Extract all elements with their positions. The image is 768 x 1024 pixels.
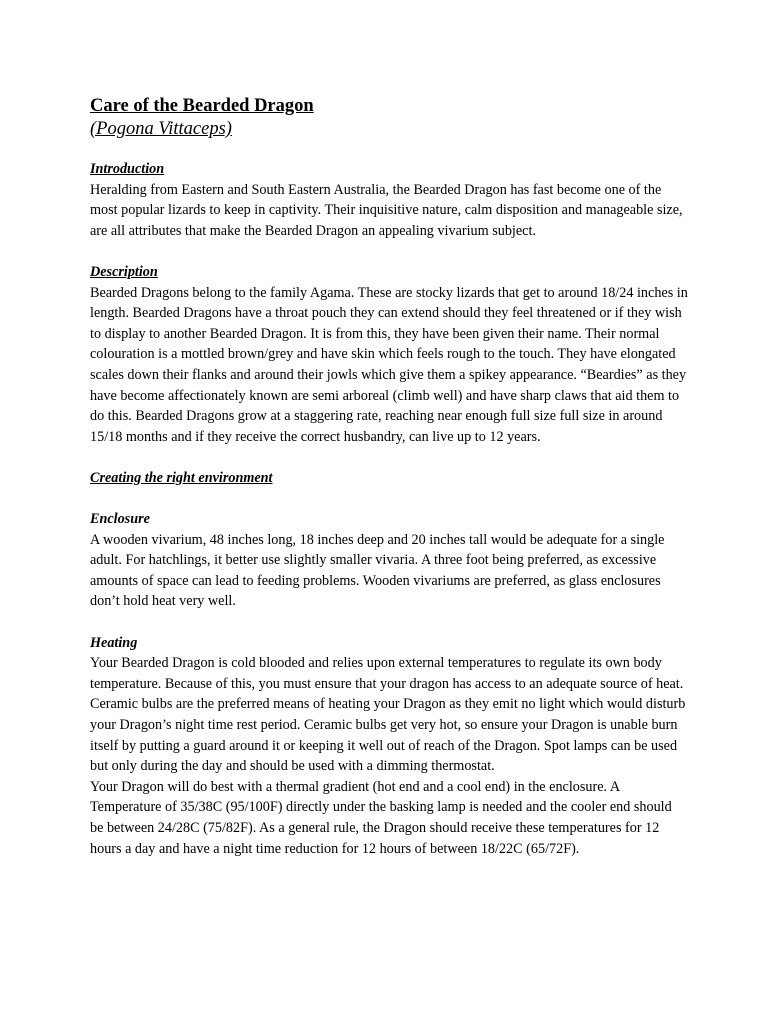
- spacer: [90, 447, 688, 468]
- spacer: [90, 612, 688, 633]
- document-title: Care of the Bearded Dragon: [90, 96, 314, 116]
- introduction-heading: Introduction: [90, 161, 165, 177]
- introduction-paragraph: Heralding from Eastern and South Eastern Australia, the Bearded Dragon has fast become one of the most popular lizards to keep in captivity. Their inquisitive nature, calm disposition and manageable size, are all attributes that make the Bearded Dragon an appealing vivarium subject.: [90, 181, 683, 239]
- enclosure-paragraph: A wooden vivarium, 48 inches long, 18 inches deep and 20 inches tall would be adequate for a single adult. For hatchlings, it better use slightly smaller vivaria. A three foot being preferred, as excessive amounts of space can lead to feeding problems. Wooden vivariums are preferred, as glass enclosures don’t hold heat very well.: [90, 531, 665, 610]
- heating-paragraph-2: Your Dragon will do best with a thermal gradient (hot end and a cool end) in the enclosure. A Temperature of 35/38C (95/100F) directly under the basking lamp is needed and the cooler end should be between 24/28C (75/82F). As a general rule, the Dragon should receive these temperatures for 12 hours a day and have a night time reduction for 12 hours of between 18/22C (65/72F).: [90, 778, 672, 857]
- spacer: [90, 489, 688, 510]
- document-subtitle: (Pogona Vittaceps): [90, 119, 232, 139]
- spacer: [90, 241, 688, 262]
- description-heading: Description: [90, 263, 158, 280]
- description-paragraph: Bearded Dragons belong to the family Agama. These are stocky lizards that get to around 18/24 inches in length. Bearded Dragons have a throat pouch they can extend should they feel threatened or if they wish to display to another Bearded Dragon. It is from this, they have been given their name. Their normal colouration is a mottled brown/grey and have skin which feels rough to the touch. They have elongated scales down their flanks and around their jowls which give them a spikey appearance. “Beardies” as they have become affectionately known are semi arboreal (climb well) and have sharp claws that aid them to do this. Bearded Dragons grow at a staggering rate, reaching near enough full size full size in around 15/18 months and if they receive the correct husbandry, can live up to 12 years.: [90, 284, 688, 445]
- heating-heading: Heating: [90, 634, 138, 651]
- enclosure-heading: Enclosure: [90, 511, 150, 528]
- environment-heading: Creating the right environment: [90, 469, 273, 486]
- heating-paragraph-1: Your Bearded Dragon is cold blooded and relies upon external temperatures to regulate its own body temperature. Because of this, you must ensure that your dragon has access to an adequate source of heat. Ceramic bulbs are the preferred means of heating your Dragon as they emit no light which would disturb your Dragon’s night time rest period. Ceramic bulbs get very hot, so ensure your Dragon is unable burn itself by putting a guard around it or keeping it well out of reach of the Dragon. Spot lamps can be used but only during the day and should be used with a dimming thermostat.: [90, 655, 686, 775]
